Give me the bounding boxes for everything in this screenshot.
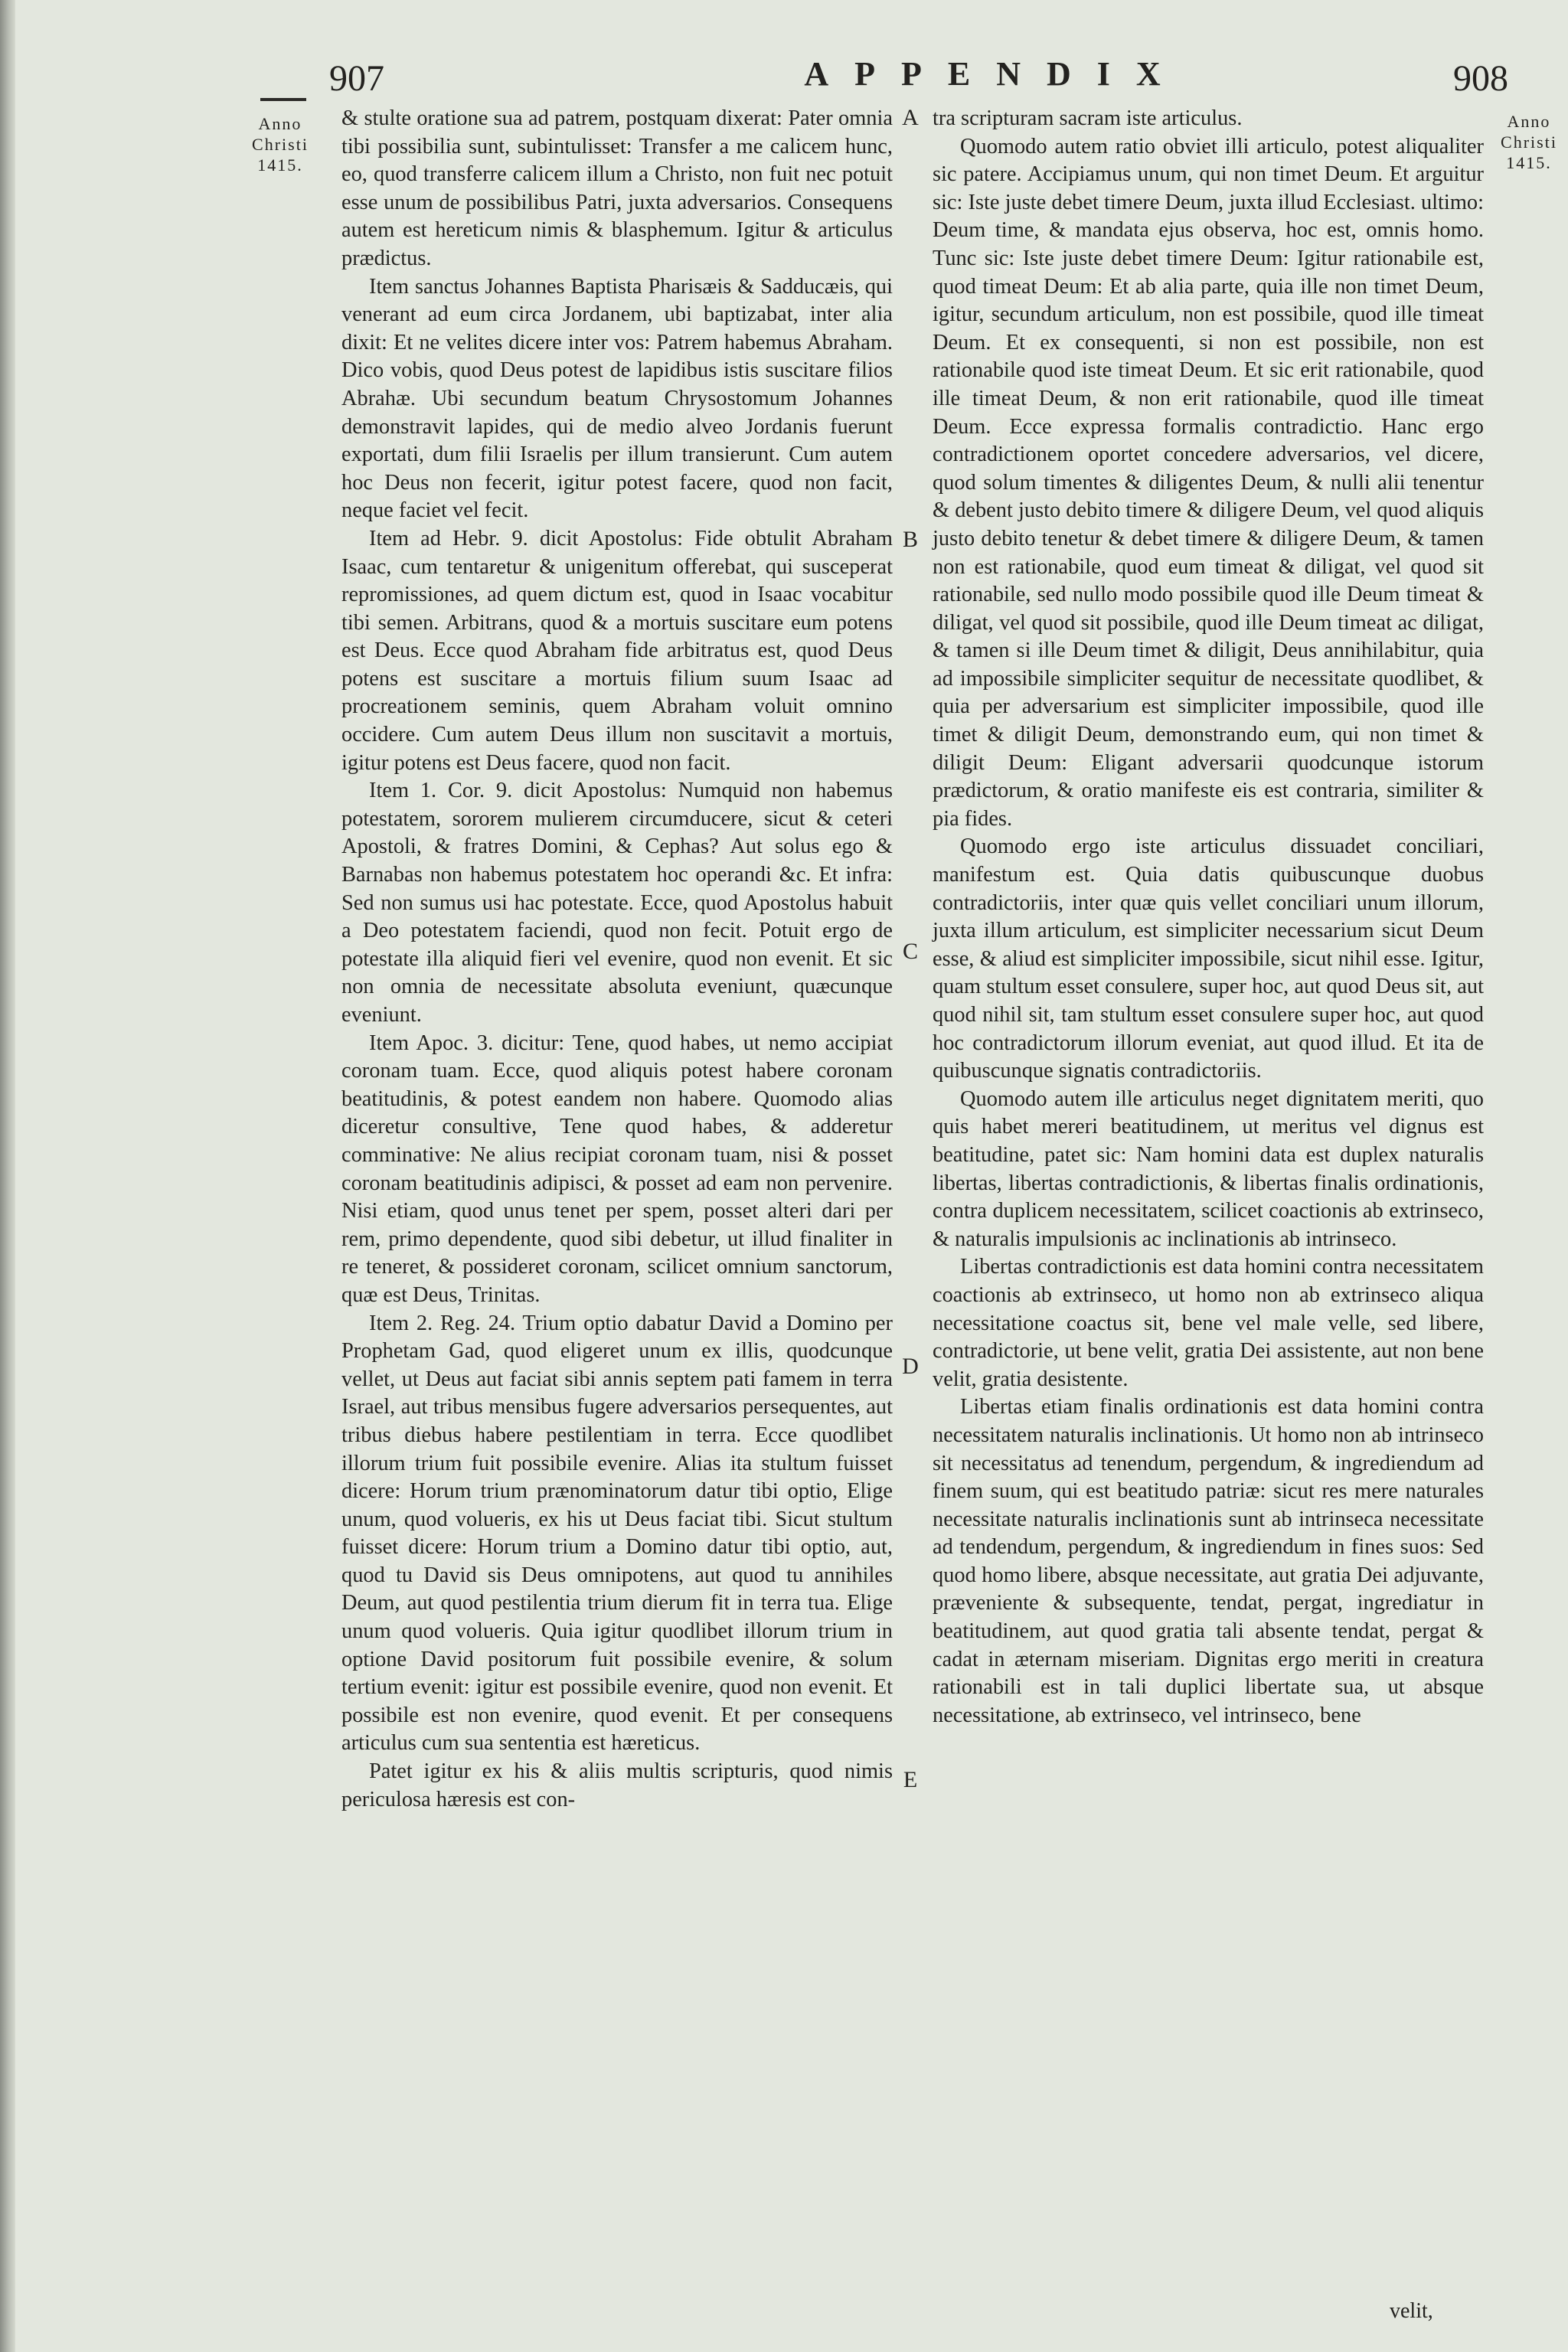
paragraph: Quomodo autem ratio obviet illi articulo, potest aliqualiter sic patere. Accipiamus unum, qui non timet Deum. Et arguitur sic: Iste juste debet timere Deum, juxta illud Ecclesiast. ultimo: Deum time, & mandata ejus observa, hoc est, omnis homo. Tunc sic: Iste juste debet timere Deum: Igitur rationabile est, quod timeat Deum: Et ab alia parte, quia ille non timet Deum, igitur, secundum articulum, non est possibile, quod ille timeat Deum. Et ex consequenti, si non est possibile, non est rationabile quod iste timeat Deum. Et sic erit rationabile, quod ille timeat Deum, & non erit rationabile, quod ille timeat Deum. Ecce expressa formalis contradictio. Hanc ergo contradictionem oportet concedere adversarios, vel dicere, quod solum timentes & diligentes Deum, & nulli alii tenentur & debent justo debito timere & diligere Deum, vel quod aliquis justo debito tenetur & debet timere & diligere Deum, & tamen non est rationabile, quod eum timeat & diligat, vel quod sit rationabile, sed nullo modo possibile quod ille Deum timeat & diligat, vel quod sit possibile, quod ille Deum timeat ac diligat, & tamen si ille Deum timet & diligit, Deus annihilabitur, quia ad impossibile simpliciter sequitur de necessitate quodlibet, & quia per adversarium est simpliciter impossibile, quod ille timet & diligit Deum, demonstrando eum, qui non timet & diligit Deum: Eligant adversarii quodcunque istorum prædictorum, & oratio manifeste eis est contraria, similiter & pia fides. [933, 134, 1484, 831]
margin-note-line: Christi [1501, 132, 1557, 152]
margin-note-line: Christi [252, 135, 309, 154]
margin-note-line: Anno [1507, 112, 1551, 131]
paragraph: Item 1. Cor. 9. dicit Apostolus: Numquid non habemus potestatem, sororem mulierem circumducere, sicut & ceteri Apostoli, & fratres Domini, & Cephas? Aut solus ego & Barnabas non habemus potestatem hoc operandi &c. Et infra: Sed non sumus usi hac potestate. Ecce, quod Apostolus habuit a Deo potestatem faciendi, quod non fecit. Potuit ergo de potestate illa aliquid fieri vel evenire, quod non evenit. Et sic non omnia de necessitate absoluta eveniunt, quæcunque eveniunt. [341, 779, 893, 1027]
paragraph: Quomodo autem ille articulus neget dignitatem meriti, quo quis habet mereri beatitudinem, ut meritus vel dignus est beatitudine, patet sic: Nam homini data est duplex naturalis libertas, libertas contradictionis, & libertas finalis ordinationis, contra duplicem necessitatem, scilicet coactionis ab extrinseco, & naturalis impulsionis ac inclinationis ab intrinseco. [933, 1086, 1484, 1251]
section-letter-e: E [903, 1767, 918, 1792]
margin-note-line: Anno [258, 114, 302, 133]
paragraph: Item 2. Reg. 24. Trium optio dabatur David a Domino per Prophetam Gad, quod eligeret unum ex illis, quodcunque vellet, ut Deus aut faciat sibi annis septem pati famem in terra Israel, aut tribus mensibus fugere adversarios persequentes, aut tribus diebus habere pestilentiam in terra. Ecce quodlibet illorum trium fuit possibile evenire. Alias ita stultum fuisset dicere: Horum trium prænominatorum datur tibi optio, Elige unum, quod volueris, ex his ut Deus faciat tibi. Sicut stultum fuisset dicere: Horum trium a Domino datur tibi optio, aut, quod tu David sis Deus omnipotens, aut quod tu annihiles Deum, aut quod pestilentia trium dierum fit in terra tua. Elige unum quod volueris. Quia igitur quodlibet illorum trium in optione David positorum fuit possibile evenire, & solum tertium evenit: igitur est possibile evenire, quod non evenit. Et possibile est non evenire, quod evenit. Et per consequens articulus cum sua sententia est hæreticus. [341, 1311, 893, 1756]
page-header [329, 47, 1508, 101]
margin-rule [260, 98, 306, 101]
paragraph: Libertas contradictionis est data homini contra necessitatem coactionis ab extrinseco, ut homo non ab extrinseco aliqua necessitatione coactus sit, bene vel male velle, sed libere, contradictorie, ut bene velit, gratia Dei assistente, aut non bene velit, gratia desistente. [933, 1255, 1484, 1391]
paragraph: Item Apoc. 3. dicitur: Tene, quod habes, ut nemo accipiat coronam tuam. Ecce, quod aliquis potest habere coronam beatitudinis, & potest eandem non habere. Quomodo alias diceretur consultive, Tene quod habes, & adderetur comminative: Ne alius recipiat coronam tuam, nisi & posset coronam beatitudinis adipisci, & posset ad eam non pervenire. Nisi etiam, quod unus tenet per spem, posset alteri dari per rem, primo dependente, quod sibi debetur, ut illud finaliter in re teneret, & possideret coronam, scilicet omnium sanctorum, quæ est Deus, Trinitas. [341, 1031, 893, 1307]
text-column-left [341, 105, 893, 1814]
paragraph: Patet igitur ex his & aliis multis scripturis, quod nimis periculosa hæresis est con- [341, 1759, 893, 1811]
page-number-left: 907 [329, 58, 384, 99]
section-letter-a: A [902, 105, 919, 130]
margin-note-line: 1415. [257, 155, 303, 175]
section-letter-d: D [902, 1354, 919, 1379]
margin-note-line: 1415. [1506, 153, 1552, 172]
running-title: APPENDIX [804, 55, 1187, 93]
catchword: velit, [1390, 2299, 1433, 2323]
margin-note-left [243, 113, 317, 175]
section-letter-c: C [902, 939, 918, 964]
margin-note-right [1490, 111, 1568, 173]
paragraph: Item ad Hebr. 9. dicit Apostolus: Fide obtulit Abraham Isaac, cum tentaretur & unigenitum offerebat, qui susceperat repromissiones, ad quem dictum est, quod in Isaac vocabitur tibi semen. Arbitrans, quod & a mortuis suscitare eum potens est Deus. Ecce quod Abraham fide arbitratus est, quod Deus potens est suscitare a mortuis filium suum Isaac ad procreationem seminis, quem Abraham voluit omnino occidere. Cum autem Deus illum non suscitavit a mortuis, igitur potens est Deus facere, quod non facit. [341, 526, 893, 775]
paragraph: Libertas etiam finalis ordinationis est data homini contra necessitatem naturalis inclinationis. Ut homo non ab intrinseco sit necessitatus ad tenendum, pergendum, & ingrediendum ad finem suum, qui est beatitudo patriæ: sicut res mere naturales necessitate naturalis inclinationis sunt ab intrinseca necessitate ad tendendum, pergendum, & ingrediendum in fines suos: Sed quod homo libere, absque necessitate, aut gratia Dei adjuvante, præveniente & subsequente, tendat, pergat, ingrediatur in beatitudinem, aut quod gratia tali absente tendat, pergat & cadat in æternam miseriam. Dignitas ergo meriti in creatura rationabili est in tali duplici libertate sua, ut absque necessitatione, ab extrinseco, vel intrinseco, bene [933, 1395, 1484, 1727]
paragraph: & stulte oratione sua ad patrem, postquam dixerat: Pater omnia tibi possibilia sunt, subintulisset: Transfer a me calicem hunc, eo, quod transferre calicem illum a Christo, non fuit nec potuit esse unum de possibilibus Patri, juxta adversarios. Consequens autem est hereticum nimis & blasphemum. Igitur & articulus prædictus. [341, 106, 893, 270]
page-number-right: 908 [1453, 58, 1508, 99]
paragraph: tra scripturam sacram iste articulus. [933, 106, 1243, 130]
paragraph: Item sanctus Johannes Baptista Pharisæis & Sadducæis, qui venerant ad eum circa Jordanem, ubi baptizabat, inter alia dixit: Et ne velites dicere inter vos: Patrem habemus Abraham. Dico vobis, quod Deus potest de lapidibus istis suscitare filios Abrahæ. Ubi secundum beatum Chrysostomum Johannes demonstravit lapides, qui de medio alveo Jordanis fuerunt exportati, dum filii Israelis per illum transierunt. Cum autem hoc Deus non fecerit, igitur potest facere, quod non facit, neque faciet vel fecit. [341, 274, 893, 523]
paragraph: Quomodo ergo iste articulus dissuadet conciliari, manifestum est. Quia datis quibuscunque duobus contradictoriis, inter quæ quis vellet conciliari unum illorum, juxta illum articulum, est simpliciter necessarium sicut Deum esse, & aliud est simpliciter impossibile, sicut nihil esse. Igitur, quam stultum esset consulere, super hoc, aut quod Deus sit, aut quod nihil sit, tam stultum esset consulere super hoc, aut quod hoc contradictorum illorum eveniat, aut quod illud. Et ita de quibuscunque signatis contradictoriis. [933, 835, 1484, 1083]
binding-shadow [0, 0, 15, 2352]
section-letter-b: B [902, 527, 918, 552]
text-column-right [933, 105, 1484, 1730]
